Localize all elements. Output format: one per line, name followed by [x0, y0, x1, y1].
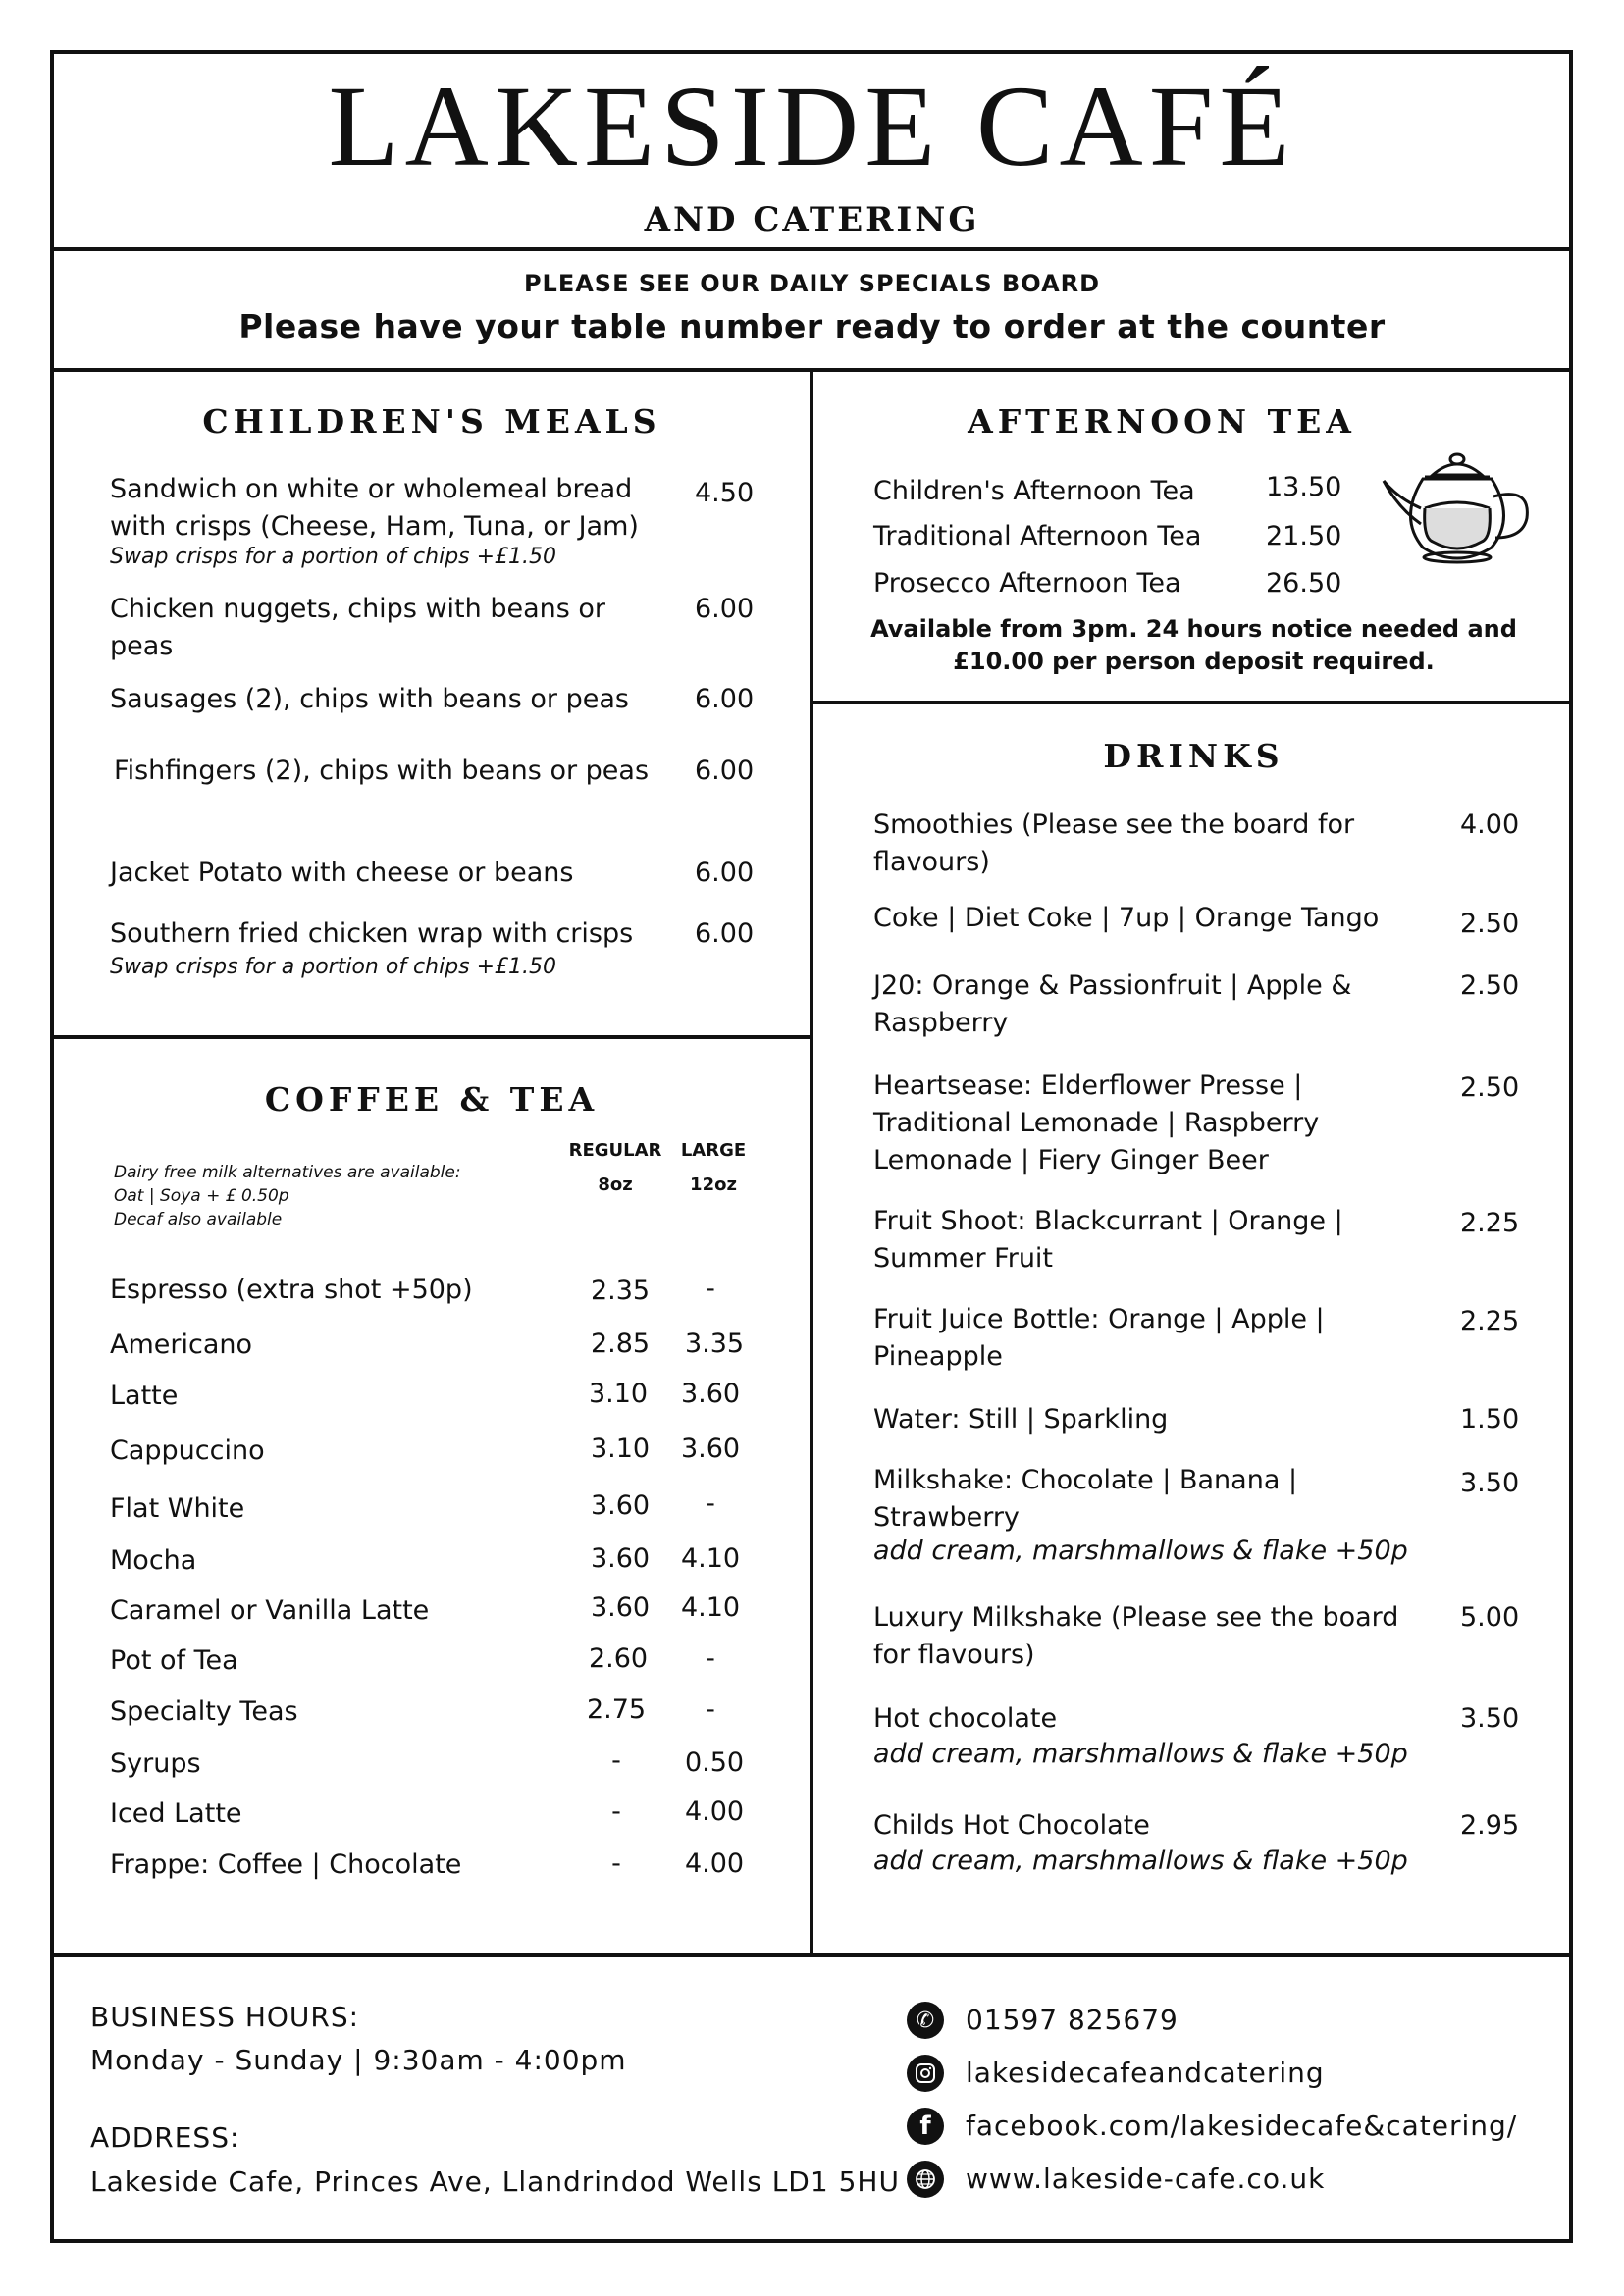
dairy-note: Oat | Soya + £ 0.50p [114, 1186, 289, 1206]
facebook-link[interactable]: facebook.com/lakesidecafe&catering/ [966, 2110, 1518, 2142]
menu-item-note: Swap crisps for a portion of chips +£1.50 [110, 955, 557, 979]
coffee-item-name: Iced Latte [110, 1799, 242, 1829]
menu-item-price: 6.00 [695, 756, 755, 786]
coffee-item-name: Caramel or Vanilla Latte [110, 1595, 430, 1626]
coffee-item-regular: 2.35 [590, 1276, 651, 1306]
afternoon-tea-note: Available from 3pm. 24 hours notice needed and [870, 615, 1517, 643]
divider [50, 247, 1573, 251]
coffee-item-regular: 3.60 [590, 1592, 651, 1623]
instagram-link[interactable]: lakesidecafeandcatering [966, 2057, 1325, 2089]
address: Lakeside Cafe, Princes Ave, Llandrindod Wells LD1 5HU [90, 2166, 900, 2198]
globe-icon [907, 2161, 944, 2198]
tea-item-name: Traditional Afternoon Tea [873, 521, 1202, 551]
drink-item-name: Childs Hot Chocolate [873, 1810, 1150, 1841]
column-divider [810, 368, 813, 1955]
coffee-item-name: Cappuccino [110, 1435, 265, 1466]
drink-item-name: Coke | Diet Coke | 7up | Orange Tango [873, 903, 1380, 933]
page-title: LAKESIDE CAFÉ [328, 62, 1296, 190]
coffee-item-name: Frappe: Coffee | Chocolate [110, 1850, 462, 1880]
coffee-item-name: Latte [110, 1381, 179, 1411]
menu-item-price: 6.00 [695, 858, 755, 888]
tea-item-price: 21.50 [1266, 521, 1342, 551]
divider [810, 701, 1573, 704]
drink-item-price: 2.50 [1460, 1072, 1520, 1103]
phone-icon: ✆ [907, 2002, 944, 2039]
drink-item-price: 5.00 [1460, 1602, 1520, 1633]
coffee-item-large: - [706, 1274, 715, 1304]
coffee-item-large: 3.60 [680, 1379, 741, 1409]
coffee-item-regular: 2.85 [590, 1329, 651, 1359]
menu-item-price: 6.00 [695, 684, 755, 714]
hours-label: BUSINESS HOURS: [90, 2001, 360, 2033]
drink-item-name: Fruit Shoot: Blackcurrant | Orange | Summer Fruit [873, 1206, 1343, 1274]
drink-item-name: Hot chocolate [873, 1703, 1058, 1734]
coffee-item-large: 3.35 [684, 1329, 745, 1359]
coffee-item-name: Flat White [110, 1493, 245, 1524]
coffee-item-regular: 2.60 [588, 1644, 649, 1674]
address-label: ADDRESS: [90, 2121, 240, 2154]
drink-item-price: 3.50 [1460, 1468, 1520, 1498]
coffee-item-name: Espresso (extra shot +50p) [110, 1275, 473, 1305]
coffee-item-regular: - [611, 1849, 621, 1879]
menu-item-price: 6.00 [695, 594, 755, 624]
drink-item-note: add cream, marshmallows & flake +50p [873, 1739, 1408, 1769]
coffee-item-regular: 3.60 [590, 1543, 651, 1574]
drink-item-note: add cream, marshmallows & flake +50p [873, 1536, 1408, 1566]
menu-item-price: 6.00 [695, 918, 755, 949]
coffee-item-large: 4.10 [680, 1543, 741, 1574]
menu-item-name: Jacket Potato with cheese or beans [110, 858, 574, 888]
drink-item-name: Water: Still | Sparkling [873, 1404, 1169, 1435]
drink-item-price: 2.50 [1460, 970, 1520, 1001]
drink-item-name: Fruit Juice Bottle: Orange | Apple | Pineapple [873, 1304, 1325, 1372]
coffee-item-large: 4.00 [684, 1797, 745, 1827]
drink-item-name: Heartsease: Elderflower Presse | Traditional Lemonade | Raspberry Lemonade | Fiery Ginger Beer [873, 1070, 1320, 1175]
coffee-item-large: 0.50 [684, 1748, 745, 1778]
dairy-note: Dairy free milk alternatives are available: [114, 1163, 461, 1182]
drink-item-price: 2.50 [1460, 909, 1520, 939]
coffee-item-name: Americano [110, 1330, 253, 1360]
drink-item-name: Smoothies (Please see the board for flavours) [873, 809, 1355, 877]
coffee-item-name: Pot of Tea [110, 1645, 238, 1676]
coffee-item-regular: 3.10 [588, 1379, 649, 1409]
drink-item-price: 2.95 [1460, 1810, 1520, 1841]
menu-item-name: Fishfingers (2), chips with beans or peas [114, 756, 650, 786]
website-link[interactable]: www.lakeside-cafe.co.uk [966, 2163, 1326, 2195]
drinks-heading: DRINKS [1103, 737, 1284, 775]
tea-item-price: 26.50 [1266, 568, 1342, 599]
drink-item-price: 4.00 [1460, 809, 1520, 840]
coffee-tea-heading: COFFEE & TEA [264, 1080, 600, 1119]
dairy-note: Decaf also available [114, 1210, 283, 1229]
business-hours: Monday - Sunday | 9:30am - 4:00pm [90, 2044, 627, 2076]
divider [50, 1035, 813, 1039]
coffee-item-large: - [706, 1644, 715, 1674]
phone-link[interactable]: 01597 825679 [966, 2004, 1179, 2036]
drink-item-price: 2.25 [1460, 1306, 1520, 1336]
drink-item-price: 1.50 [1460, 1404, 1520, 1435]
page-subtitle: AND CATERING [644, 200, 980, 239]
teapot-icon [1374, 440, 1541, 567]
drink-item-name: Luxury Milkshake (Please see the board for flavours) [873, 1602, 1399, 1670]
column-header-large: LARGE [680, 1140, 747, 1161]
instagram-icon [907, 2055, 944, 2092]
coffee-item-large: 4.00 [684, 1849, 745, 1879]
menu-item-name: Chicken nuggets, chips with beans or peas [110, 594, 606, 661]
drink-item-note: add cream, marshmallows & flake +50p [873, 1846, 1408, 1876]
drink-item-price: 2.25 [1460, 1208, 1520, 1238]
coffee-item-regular: - [611, 1797, 621, 1827]
drink-item-name: J20: Orange & Passionfruit | Apple & Raspberry [873, 970, 1352, 1038]
menu-item-note: Swap crisps for a portion of chips +£1.50 [110, 545, 557, 569]
divider [50, 1953, 1573, 1957]
specials-note: PLEASE SEE OUR DAILY SPECIALS BOARD [523, 270, 1101, 297]
coffee-item-regular: 2.75 [586, 1695, 647, 1725]
column-header-large-size: 12oz [690, 1174, 737, 1195]
facebook-icon: f [907, 2108, 944, 2145]
coffee-item-name: Specialty Teas [110, 1696, 298, 1727]
coffee-item-large: - [706, 1695, 715, 1725]
coffee-item-large: 4.10 [680, 1592, 741, 1623]
coffee-item-name: Mocha [110, 1545, 197, 1576]
coffee-item-regular: 3.10 [590, 1434, 651, 1464]
tea-item-name: Prosecco Afternoon Tea [873, 568, 1181, 599]
coffee-item-regular: - [611, 1746, 621, 1776]
drink-item-price: 3.50 [1460, 1703, 1520, 1734]
column-header-regular: REGULAR [568, 1140, 662, 1161]
coffee-item-large: - [706, 1488, 715, 1519]
menu-item-name: Sandwich on white or wholemeal bread with crisps (Cheese, Ham, Tuna, or Jam) [110, 474, 639, 542]
afternoon-tea-heading: AFTERNOON TEA [968, 402, 1356, 441]
childrens-meals-heading: CHILDREN'S MEALS [202, 402, 661, 441]
coffee-item-large: 3.60 [680, 1434, 741, 1464]
menu-item-name: Sausages (2), chips with beans or peas [110, 684, 629, 714]
column-header-regular-size: 8oz [598, 1174, 633, 1195]
drink-item-name: Milkshake: Chocolate | Banana | Strawberry [873, 1465, 1298, 1533]
tea-item-name: Children's Afternoon Tea [873, 476, 1195, 506]
order-note: Please have your table number ready to order at the counter [238, 307, 1386, 345]
afternoon-tea-note: £10.00 per person deposit required. [953, 648, 1435, 675]
menu-item-name: Southern fried chicken wrap with crisps [110, 918, 634, 949]
coffee-item-name: Syrups [110, 1748, 201, 1779]
tea-item-price: 13.50 [1266, 472, 1342, 502]
coffee-item-regular: 3.60 [590, 1490, 651, 1521]
menu-item-price: 4.50 [695, 478, 755, 508]
